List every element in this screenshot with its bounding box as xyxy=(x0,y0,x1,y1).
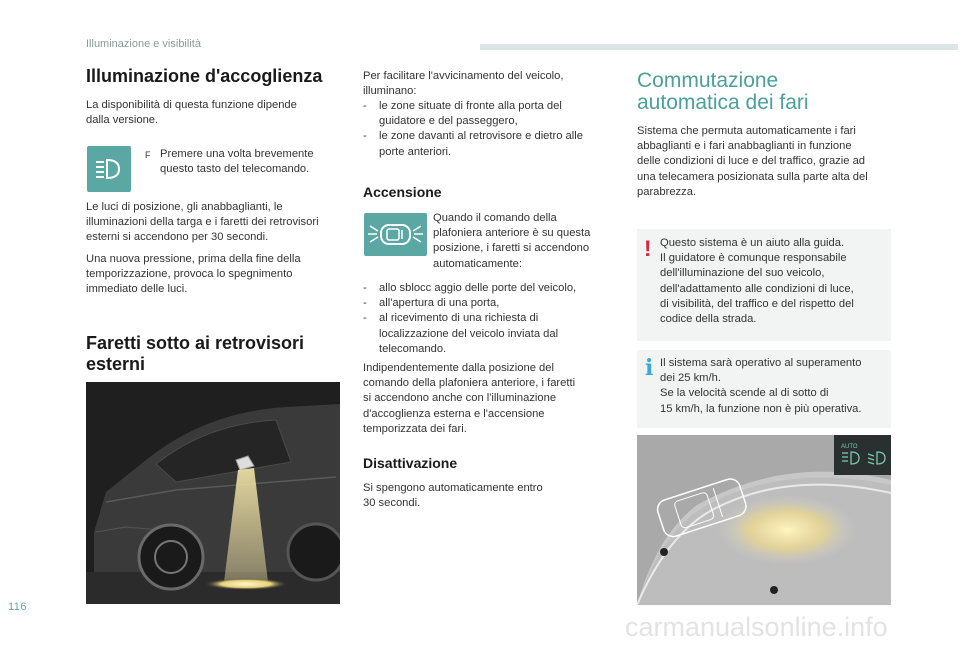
bullet-mark: F xyxy=(145,150,151,160)
intro-text: La disponibilità di questa funzione dipende dalla versione. xyxy=(86,99,297,127)
warning-text: Questo sistema è un aiuto alla guida. Il guidatore è comunque responsabile dell'illuminazione del suo veicolo, dell'adattamento alle condizioni di luce, di visibilità, del traffico e del rispetto del codice della strada. xyxy=(660,237,854,326)
accensione-list xyxy=(363,281,576,357)
warning-icon: ! xyxy=(644,236,652,261)
commutazione-intro: Sistema che permuta automaticamente i fari abbaglianti e i fari anabbaglianti in funzione delle condizioni di luce e del traffico, grazie ad una telecamera posizionata sulla parte alta del parabrezza. xyxy=(637,125,868,198)
list-item: - le zone situate di fronte alla porta del guidatore e del passeggero, xyxy=(363,100,562,128)
info-icon: i xyxy=(645,355,654,381)
courtesy-lamp-icon xyxy=(364,213,427,256)
button-instruction: Premere una volta brevemente questo tasto del telecomando. xyxy=(160,148,314,176)
info-text: Il sistema sarà operativo al superamento dei 25 km/h. Se la velocità scende al di sotto di 15 km/h, la funzione non è più operativa. xyxy=(660,357,862,415)
car-puddle-light-illustration xyxy=(86,382,340,604)
page-number: 116 xyxy=(8,601,28,613)
headlight-button-icon xyxy=(87,146,131,192)
col2-intro-list xyxy=(363,99,583,160)
list-item: - al ricevimento di una richiesta di localizzazione del veicolo inviata dal telecomando. xyxy=(363,312,559,355)
title-illuminazione-accoglienza: Illuminazione d'accoglienza xyxy=(86,66,323,86)
disattivazione-text: Si spengono automaticamente entro 30 secondi. xyxy=(363,482,543,510)
header-bar xyxy=(480,44,958,50)
paragraph-nuova-pressione: Una nuova pressione, prima della fine della temporizzazione, provoca lo spegnimento immediato delle luci. xyxy=(86,253,301,296)
col2-intro: Per facilitare l'avvicinamento del veicolo, illuminano: xyxy=(363,70,564,98)
list-item: - le zone davanti al retrovisore e dietro alle porte anteriori. xyxy=(363,130,583,158)
section-header: Illuminazione e visibilità xyxy=(86,38,201,50)
paragraph-indipendentemente: Indipendentemente dalla posizione del comando della plafoniera anteriore, i faretti si accendono anche con l'illuminazione d'accoglienza esterna e l'accensione temporizzata dei fari. xyxy=(363,362,576,435)
auto-highbeam-illustration xyxy=(637,435,891,605)
list-item: - all'apertura di una porta, xyxy=(363,297,500,310)
title-faretti: Faretti sotto ai retrovisori esterni xyxy=(86,333,305,374)
auto-label: AUTO xyxy=(841,444,858,450)
paragraph-luci: Le luci di posizione, gli anabbaglianti, le illuminazioni della targa e i faretti dei retrovisori esterni si accendono per 30 secondi. xyxy=(86,201,319,244)
accensione-text: Quando il comando della plafoniera anteriore è su questa posizione, i faretti si accendono automaticamente: xyxy=(433,212,591,270)
title-commutazione: Commutazione automatica dei fari xyxy=(637,69,809,114)
watermark: carmanualsonline.info xyxy=(625,612,888,642)
title-disattivazione: Disattivazione xyxy=(363,455,458,471)
list-item: - allo sblocc aggio delle porte del veicolo, xyxy=(363,282,577,294)
title-accensione: Accensione xyxy=(363,184,442,200)
